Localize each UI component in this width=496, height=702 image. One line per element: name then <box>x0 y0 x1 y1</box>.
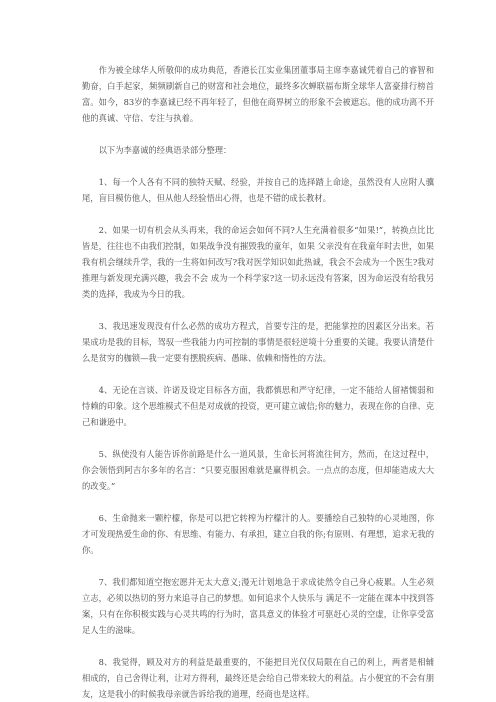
quote-6: 6、生命抛来一颗柠檬，你是可以把它转榨为柠檬汁的人。要播绘自己独特的心灵地图，你才可发现热爱生命的你、有思维、有能力、有承担，建立自我的你;有原则、有理想，追求无我的你。 <box>82 513 434 555</box>
quote-5: 5、纵使没有人能告诉你前路是什么一道风景，生命长河将流往何方，然而，在这过程中，你会领悟到阿吉尔多年的名言：“只要克服困难就是赢得机会。一点点的态度，但却能造成大大的改变。” <box>82 449 434 491</box>
quote-4: 4、无论在言谈、许诺及设定目标各方面，我都慎思和严守纪律，一定不能给人留褚懦弱和恃赖的印象。这个思维模式不但是对成就的投资，更可建立诚信;你的魅力，表现在你的自律、克己和谦逊中。 <box>82 385 434 427</box>
quote-7: 7、我们都知道空抱宏愿并无太大意义;漫无计划地急于求成徒然令自己身心疲累。人生必须立志，必须以热切的努力来追寻自己的梦想。如何追求个人快乐与 满足不一定能在课本中找到答案，只有在你积极实践与心灵共鸣的行为时，富具意义的体验才可驱赶心灵的空虚，让你享受富足人生的滋味。 <box>82 577 434 635</box>
quotes-heading: 以下为李嘉诚的经典语录部分整理： <box>98 145 232 155</box>
quote-3: 3、我迅速发现没有什么必然的成功方程式，首要专注的是，把能掌控的因素区分出来。若果成功是我的目标，驾驭一些我能力内可控制的事情是很轻逆境十分重要的关键。我要认清楚什么是贫穷的枷锁—我一定要有摆脱疾病、愚昧、依赖和惰性的方法。 <box>82 321 434 363</box>
quote-2: 2、如果一切有机会从头再来，我的命运会如何不同?人生充满着很多“如果!”，转换点比比皆是，往往也不由我们控制，如果战争没有摧毁我的童年，如果 父亲没有在我童年时去世，如果我有机会继续升学，我的一生将如何改写?我对医学知识如此热诚，我会不会成为一个医生?我对推理与新发现充满兴趣，我会不会 成为一个科学家?这一切永远没有答案，因为命运没有给我另类的选择，我成为今日的我。 <box>82 225 434 299</box>
intro-paragraph: 作为被全球华人所敬仰的成功典范，香港长江实业集团董事局主席李嘉诚凭着自己的睿智和勤奋，白手起家，频频刷新自己的财富和社会地位，最终多次蝉联福布斯全球华人富豪排行榜首富。如今，83岁的李嘉诚已经不再年轻了，但他在商界树立的形象不会被遮忘。他的成功离不开他的真诚、守信、专注与执着。 <box>82 65 434 123</box>
quote-1: 1、每一个人各有不同的独特天赋、经验，并按自己的选择踏上命途，虽然没有人应附人骥尾，盲目模仿他人，但从他人经验悟出心得，也是不错的成长教材。 <box>82 177 434 203</box>
quote-8: 8、我觉得，顾及对方的利益是最重要的，不能把目光仅仅局限在自己的利上，两者是相辅相成的，自己舍得让利，让对方得利，最终还是会给自己带来较大的利益。占小便宜的不会有朋友，这是我小的时候我母亲就告诉给我的道理，经商也是这样。 <box>82 657 434 699</box>
